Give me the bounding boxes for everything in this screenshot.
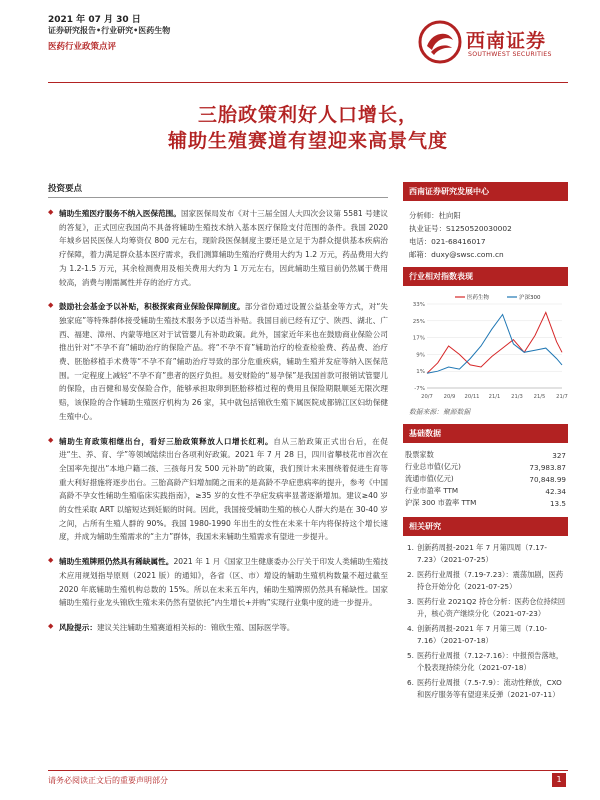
institute-header: 西南证券研究发展中心 [403,182,568,201]
related-research-item[interactable] [407,596,566,620]
x-tick-label: 20/7 [421,394,433,400]
series-line-csi300 [427,315,562,374]
highlight-item [48,207,388,289]
related-research-number: 1. [407,543,414,552]
report-date: 2021 年 07 月 30 日 [48,15,141,25]
highlight-body: 2021 年 1 月《国家卫生健康委办公厅关于印发人类辅助生殖技术应用规划指导原则（2021 版）的通知》，各省（区、市）增设的辅助生殖机构数量不超过截至 2020 年底辅助生殖机构总数的 15%。所以在未来五年内，辅助生殖牌照仍然具有稀缺性。国家辅助生殖行业龙头锦欣生殖未来仍然有望依托“内生增长+并购”实现行业集中度的进一步提升。 [59,557,388,608]
report-title-line1: 三胎政策利好人口增长， [197,104,418,126]
report-title-line2: 辅助生殖赛道有望迎来高景气度 [167,130,448,152]
highlight-text [59,555,388,610]
chart-source: 数据来源：聚源数据 [409,408,471,416]
basic-data-value: 42.34 [545,486,566,496]
highlight-body: 国家医保局发布《对十三届全国人大四次会议第 5581 号建议的答复》，正式回应我国尚不具备将辅助生殖技术纳入基本医疗保险支付范围的条件。我国 2020 年城乡居民医保人均筹资仅 800 元左右，现阶段医保制度主要还是立足于为群众提供基本疾病治疗保障，着力满足群众基本医疗需求，我们测算辅助生殖治疗费用大约为 1.2 万元，药品费用大约为 1.2-1.5 万元，其余检测费用及相关费用大约为 1 万元左右，因此辅助生殖目前仍然属于费用较高，消费与刚需属性并存的治疗方式。 [59,209,389,287]
related-research-item[interactable] [407,542,566,566]
related-research-title: 医药行业周报（7.12-7.16）：中报预告落地，个股表现持续分化（2021-07-18） [417,651,564,672]
basic-data-value: 70,848.99 [529,474,566,484]
analyst-phone: 电话：021-68416017 [409,237,486,246]
highlight-body: 自从三胎政策正式出台后，在促进“生、养、育、学”等领域陆续出台各项利好政策。2021 年 7 月 28 日，四川省攀枝花市首次在全国率先提出“本地户籍二孩、三孩每月发 500 元补助”的政策，我们预计未来围绕着促进生育等重大利好措施将逐步出台。三胎高龄产妇增加随之而来的是高龄不孕症患病率的提升，参考《中国高龄不孕女性辅助生殖临床实践指南》，≥35 岁的女性不孕症发病率显著逐渐增加。建议≥40 岁的女性采取 ART 以缩短达到妊娠的时间。因此，我国接受辅助生殖的核心人群大约是在 30-40 岁之间，占所有生殖人群的 90%。我国 1980-1990 年出生的女性在未来十年内将保持这个增长速度，并成为辅助生殖需求的“主力”群体，我国未来辅助生殖需求有望进一步提升。 [59,436,389,542]
line-chart [403,290,568,402]
highlight-item [48,300,388,423]
related-research-item[interactable] [407,650,566,674]
y-tick-label: 25% [412,318,425,325]
investment-highlights [48,182,388,646]
bullet-diamond-icon: ◆ [48,556,54,565]
basic-data-row [403,449,568,461]
legend-label: 沪深300 [519,295,541,301]
basic-data-row [403,473,568,485]
basic-data-header: 基础数据 [403,424,568,443]
y-tick-label: 9% [416,352,425,359]
relative-index-chart [403,290,568,402]
highlight-item [48,435,388,545]
related-research-title: 医药行业周报（7.5-7.9）：流动性释放，CXO 和医疗服务等有望迎来反弹（2021-07-11） [417,678,562,699]
section-title: 投资要点 [48,182,388,198]
basic-data-value: 13.5 [549,498,566,508]
highlight-body: 建议关注辅助生殖赛道相关标的：锦欣生殖、国际医学等。 [96,622,295,632]
related-research-number: 2. [407,570,414,579]
related-research-title: 医药行业 2021Q2 持仓分析：医药仓位持续回升，核心资产继续分化（2021-07-23） [417,597,566,618]
related-research-item[interactable] [407,677,566,701]
x-tick-label: 20/11 [464,394,480,400]
logo-name-en: SOUTHWEST SECURITIES [468,51,552,58]
related-research-title: 创新药周报-2021 年 7 月第四周（7.17-7.23）（2021-07-25） [417,543,547,564]
basic-data-row [403,461,568,473]
related-research-title: 医药行业周报（7.19-7.23）：震荡加剧，医药持仓开始分化（2021-07-25） [417,570,564,591]
related-research-number: 5. [407,651,414,660]
y-tick-label: 17% [412,335,425,342]
x-tick-label: 21/7 [556,394,568,400]
x-tick-label: 20/9 [443,394,456,400]
highlight-heading: 风险提示： [59,622,97,632]
analyst-info [403,201,568,267]
related-research-list [403,536,568,701]
basic-data-label: 行业市盈率 TTM [405,486,459,495]
highlight-heading: 辅助生殖医疗服务不纳入医保范围。 [59,209,181,218]
basic-data-label: 沪深 300 市盈率 TTM [405,498,477,507]
chart-panel-header: 行业相对指数表现 [403,267,568,286]
related-research-item[interactable] [407,623,566,647]
analyst-name: 分析师：杜向阳 [409,211,461,220]
basic-data-row [403,497,568,509]
highlight-text [59,435,388,545]
footer-divider [48,770,568,771]
bullet-diamond-icon: ◆ [48,621,54,630]
bullet-diamond-icon: ◆ [48,208,54,216]
x-tick-label: 21/3 [511,394,523,400]
highlight-item [48,555,388,610]
highlight-heading: 辅助生育政策相继出台，看好三胎政策释放人口增长红利。 [59,436,274,446]
basic-data-row [403,485,568,497]
basic-data-table [403,449,568,509]
y-tick-label: 33% [412,302,425,308]
highlight-body: 部分省份通过设置公益基金等方式，对“失独家庭”等特殊群体接受辅助生殖技术服务予以适当补贴。我国目前已经有辽宁、陕西、湖北、广西、福建、漳州、内蒙等地区对于试管婴儿有补助政策。此外，国家近年来也在鼓励商业保险公司推出针对“不孕不育”辅助治疗的保险产品。将“不孕不育”辅助治疗的检查检验费、药品费、治疗费、胚胎移植手术费等“不孕不育”辅助治疗导致的部分危重疾病，辅助生殖并发症等纳入医保范围。一定程度上减轻“不孕不育”患者的医疗负担。易安财险的“易孕保”是我国首款可报销试管婴儿的保险，由百健和易安保险合作，能够承担取卵到胚胎移植过程的费用且保险期限顺延无限次理赔，该保险的合作辅助生殖医疗机构为 26 家，其中就包括锦欣生殖下属医院成都锦江区妇幼保健生殖中心。 [59,302,388,421]
y-tick-label: 1% [416,369,425,376]
basic-data-value: 327 [552,450,566,460]
highlight-text [59,621,388,635]
y-tick-label: -7% [414,386,425,392]
bullet-diamond-icon: ◆ [48,435,54,444]
footer-disclaimer: 请务必阅读正文后的重要声明部分 [48,776,168,785]
related-research-item[interactable] [407,569,566,593]
company-logo [418,20,568,66]
logo-name-cn: 西南证券 [466,30,547,52]
logo-mark-icon [418,20,462,64]
related-research-header: 相关研究 [403,517,568,536]
analyst-license: 执业证号：S1250520030002 [409,224,512,233]
highlight-heading: 鼓励社会基金予以补贴，积极探索商业保险保障制度。 [59,302,245,312]
report-header [48,12,568,82]
related-research-number: 3. [407,597,414,606]
basic-data-label: 行业总市值(亿元) [405,462,461,471]
related-research-title: 创新药周报-2021 年 7 月第三周（7.10-7.16）（2021-07-18） [417,624,547,645]
page-number: 1 [552,773,566,787]
highlight-text [59,207,388,289]
basic-data-label: 股票家数 [405,450,434,459]
related-research-number: 6. [407,678,414,687]
basic-data-label: 流通市值(亿元) [405,474,454,483]
analyst-email[interactable]: 邮箱：duxy@swsc.com.cn [409,250,504,259]
x-tick-label: 21/1 [488,394,501,400]
report-type: 证券研究报告•行业研究•医药生物 [48,26,171,35]
report-category: 医药行业政策点评 [48,42,117,52]
x-tick-label: 21/5 [533,394,546,400]
header-divider [48,82,568,83]
legend-label: 医药生物 [467,295,490,301]
highlight-text [59,300,388,423]
basic-data-value: 73,983.87 [529,462,566,472]
sidebar [403,182,568,704]
series-line-industry [427,312,562,373]
bullet-diamond-icon: ◆ [48,301,54,310]
highlight-heading: 辅助生殖牌照仍然具有稀缺属性。 [59,557,174,567]
related-research-number: 4. [407,624,414,633]
highlight-item [48,621,388,635]
